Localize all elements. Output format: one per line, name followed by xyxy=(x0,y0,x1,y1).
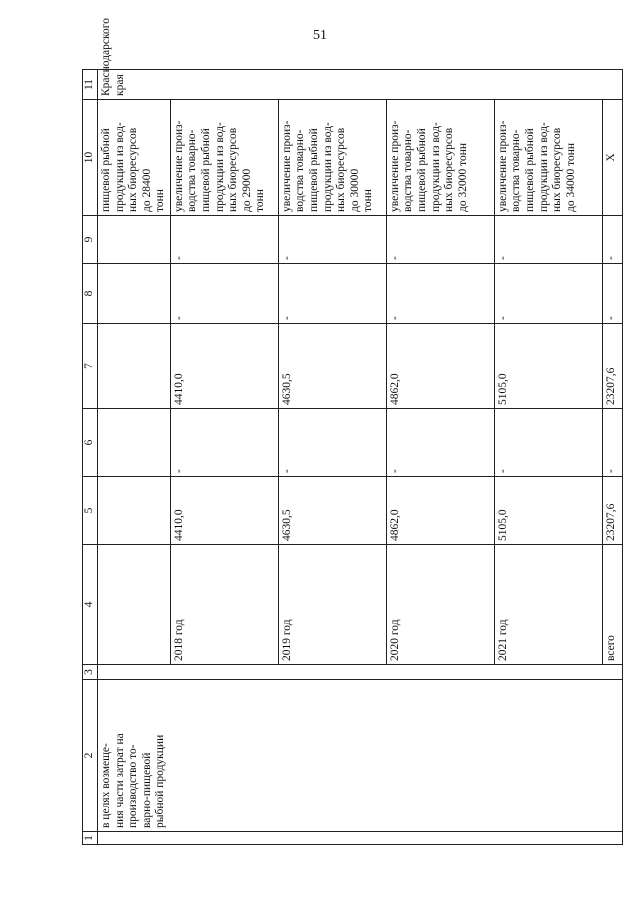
column-number: 9 xyxy=(83,216,98,264)
purpose-cell: в целях возмеще- ния части затрат на производство то- варно-пищевой рыбной продукции xyxy=(98,680,623,832)
cell-col3 xyxy=(98,665,623,680)
total-amount: 23207,6 xyxy=(602,477,622,545)
table-row xyxy=(98,70,171,845)
total-amount: - xyxy=(602,264,622,324)
amount-cell: 4630,5 xyxy=(278,477,386,545)
column-number: 10 xyxy=(83,100,98,216)
amount-cell: - xyxy=(494,264,602,324)
amount-cell: - xyxy=(278,409,386,477)
rotated-table-wrapper xyxy=(82,18,617,845)
amount-cell: - xyxy=(494,216,602,264)
result-cell: увеличение произ- водства товарно- пищевой рыбной продукции из вод- ных биоресурсов до 30000 тонн xyxy=(278,100,386,216)
amount-cell: - xyxy=(278,264,386,324)
column-number: 11 xyxy=(83,70,98,100)
year-cell: 2020 год xyxy=(386,545,494,665)
column-number: 7 xyxy=(83,324,98,409)
result-cell: увеличение произ- водства товарно- пищевой рыбной продукции из вод- ных биоресурсов до 29000 тонн xyxy=(170,100,278,216)
total-amount: - xyxy=(602,216,622,264)
total-result: Х xyxy=(602,100,622,216)
amount-cell: - xyxy=(386,264,494,324)
cell-col9 xyxy=(98,216,171,264)
amount-cell: 4410,0 xyxy=(170,324,278,409)
amount-cell: 5105,0 xyxy=(494,477,602,545)
cell-col1 xyxy=(98,832,623,845)
result-cell: увеличение произ- водства товарно- пищевой рыбной продукции из вод- ных биоресурсов до 34000 тонн xyxy=(494,100,602,216)
total-amount: 23207,6 xyxy=(602,324,622,409)
amount-cell: - xyxy=(386,409,494,477)
cell-col5 xyxy=(98,477,171,545)
amount-cell: - xyxy=(386,216,494,264)
year-cell: 2019 год xyxy=(278,545,386,665)
cell-col4 xyxy=(98,545,171,665)
region-cell: Краснодарского края xyxy=(98,70,623,100)
amount-cell: - xyxy=(170,409,278,477)
result-cell: пищевой рыбной продукции из вод- ных биоресурсов до 28400 тонн xyxy=(98,100,171,216)
column-number: 6 xyxy=(83,409,98,477)
amount-cell: - xyxy=(278,216,386,264)
column-number: 8 xyxy=(83,264,98,324)
amount-cell: 4410,0 xyxy=(170,477,278,545)
amount-cell: 5105,0 xyxy=(494,324,602,409)
amount-cell: - xyxy=(170,264,278,324)
cell-col6 xyxy=(98,409,171,477)
cell-col7 xyxy=(98,324,171,409)
page-number: 51 xyxy=(313,28,327,43)
budget-table xyxy=(82,18,623,845)
column-number: 1 xyxy=(83,832,98,845)
amount-cell: - xyxy=(170,216,278,264)
total-label: всего xyxy=(602,545,622,665)
amount-cell: - xyxy=(494,409,602,477)
amount-cell: 4862,0 xyxy=(386,324,494,409)
cell-col8 xyxy=(98,264,171,324)
rotated-table-area xyxy=(82,18,617,845)
column-number: 3 xyxy=(83,665,98,680)
column-number-row xyxy=(83,70,98,845)
year-cell: 2018 год xyxy=(170,545,278,665)
amount-cell: 4862,0 xyxy=(386,477,494,545)
column-number: 2 xyxy=(83,680,98,832)
column-number: 5 xyxy=(83,477,98,545)
result-cell: увеличение произ- водства товарно- пищевой рыбной продукции из вод- ных биоресурсов до 32000 тонн xyxy=(386,100,494,216)
year-cell: 2021 год xyxy=(494,545,602,665)
column-number: 4 xyxy=(83,545,98,665)
amount-cell: 4630,5 xyxy=(278,324,386,409)
total-amount: - xyxy=(602,409,622,477)
